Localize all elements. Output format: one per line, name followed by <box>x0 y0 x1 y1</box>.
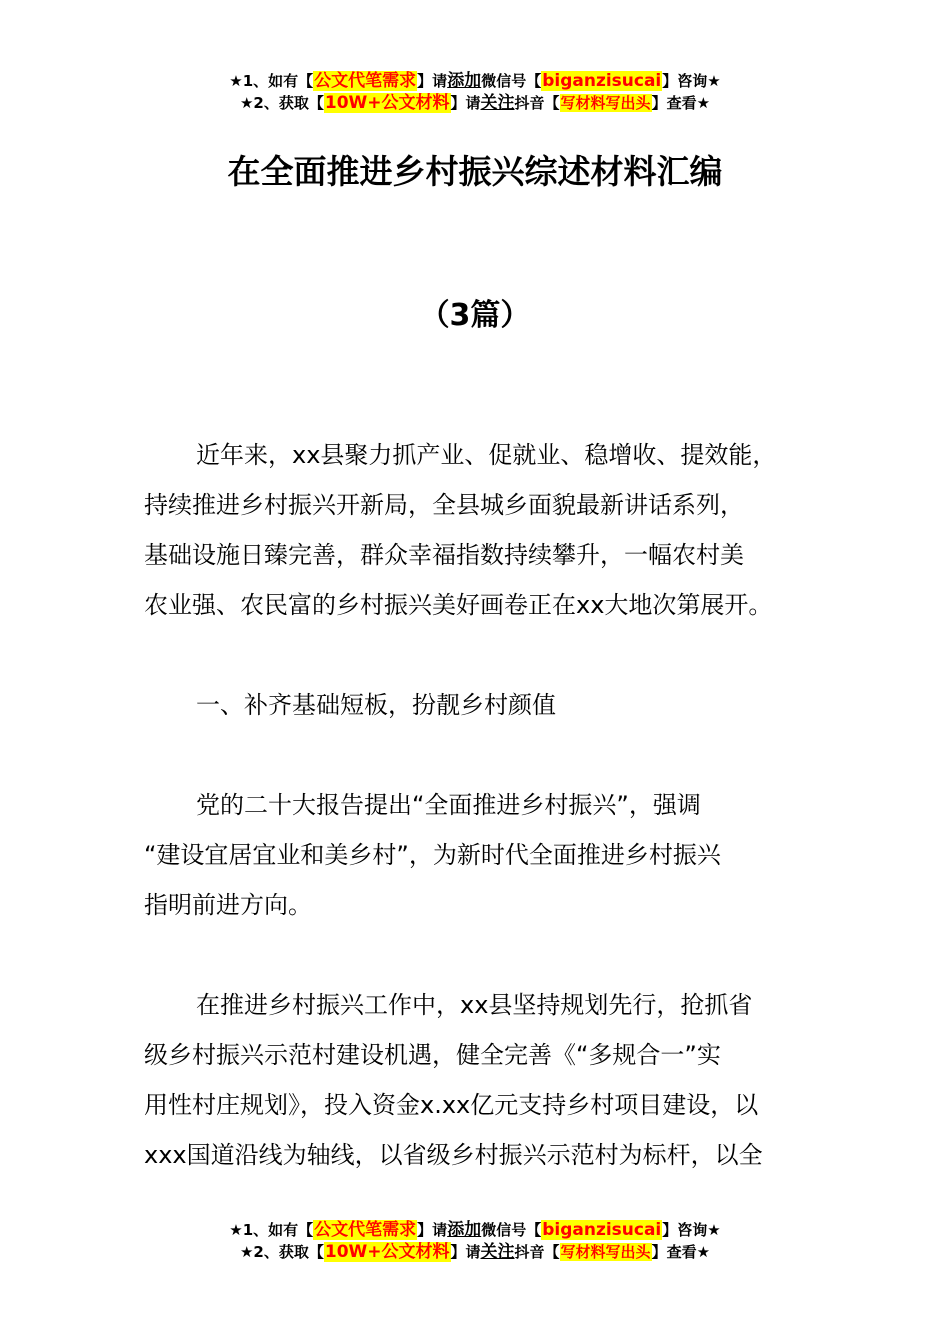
notice-text: 】查看★ <box>651 94 711 112</box>
section-heading <box>144 680 834 730</box>
notice-highlight: 10W+公文材料 <box>324 93 450 113</box>
heading-line: 一、补齐基础短板，扮靓乡村颜值 <box>196 691 556 719</box>
notice-underline: 添加 <box>447 1220 482 1240</box>
paragraph-line: 在推进乡村振兴工作中，xx县坚持规划先行，抢抓省 <box>196 991 753 1019</box>
notice-underline: 关注 <box>480 1242 515 1262</box>
notice-text: ★2、获取【 <box>239 1243 324 1261</box>
notice-highlight: 公文代笔需求 <box>314 71 417 91</box>
notice-highlight: 10W+公文材料 <box>324 1242 450 1262</box>
body-paragraph <box>144 780 834 930</box>
notice-highlight: 写材料写出头 <box>560 94 651 112</box>
notice-text: 】请 <box>450 94 481 112</box>
paragraph-line: 农业强、农民富的乡村振兴美好画卷正在xx大地次第展开。 <box>144 591 773 619</box>
paragraph-line: 持续推进乡村振兴开新局，全县城乡面貌最新讲话系列， <box>144 491 744 519</box>
paragraph-line: 基础设施日臻完善，群众幸福指数持续攀升，一幅农村美 <box>144 541 744 569</box>
notice-text: 】请 <box>417 1221 448 1239</box>
document-subtitle: （3篇） <box>419 298 531 333</box>
notice-text: 】咨询★ <box>662 72 721 90</box>
notice-text: 抖音【 <box>514 94 560 112</box>
document-title: 在全面推进乡村振兴综述材料汇编 <box>227 152 723 191</box>
notice-text: 】查看★ <box>651 1243 711 1261</box>
notice-text: 微信号【 <box>481 1221 542 1239</box>
paragraph-line: xxx国道沿线为轴线，以省级乡村振兴示范村为标杆，以全 <box>144 1141 763 1169</box>
paragraph-line: 党的二十大报告提出“全面推进乡村振兴”，强调 <box>196 791 701 819</box>
paragraph-line: 用性村庄规划》，投入资金x.xx亿元支持乡村项目建设，以 <box>144 1091 759 1119</box>
body-paragraph <box>144 980 834 1180</box>
paragraph-line: 近年来，xx县聚力抓产业、促就业、稳增收、提效能， <box>196 441 777 469</box>
notice-line-1 <box>0 70 950 92</box>
notice-highlight: biganzisucai <box>542 1220 662 1240</box>
notice-line-2 <box>0 92 950 114</box>
footer-notice <box>0 1219 950 1263</box>
paragraph-line: 级乡村振兴示范村建设机遇，健全完善《“多规合一”实 <box>144 1041 721 1069</box>
paragraph-line: “建设宜居宜业和美乡村”，为新时代全面推进乡村振兴 <box>144 841 721 869</box>
notice-text: 微信号【 <box>481 72 542 90</box>
notice-highlight: 公文代笔需求 <box>314 1220 417 1240</box>
notice-text: ★1、如有【 <box>229 1221 314 1239</box>
body-paragraph <box>144 430 834 630</box>
notice-text: ★1、如有【 <box>229 72 314 90</box>
paragraph-line: 指明前进方向。 <box>144 891 312 919</box>
notice-line-2 <box>0 1241 950 1263</box>
notice-text: 抖音【 <box>514 1243 560 1261</box>
notice-text: 】请 <box>450 1243 481 1261</box>
notice-underline: 添加 <box>447 71 482 91</box>
notice-text: 】请 <box>417 72 448 90</box>
notice-highlight: 写材料写出头 <box>560 1243 651 1261</box>
header-notice <box>0 70 950 114</box>
notice-line-1 <box>0 1219 950 1241</box>
notice-underline: 关注 <box>480 93 515 113</box>
notice-highlight: biganzisucai <box>542 71 662 91</box>
notice-text: ★2、获取【 <box>239 94 324 112</box>
notice-text: 】咨询★ <box>662 1221 721 1239</box>
